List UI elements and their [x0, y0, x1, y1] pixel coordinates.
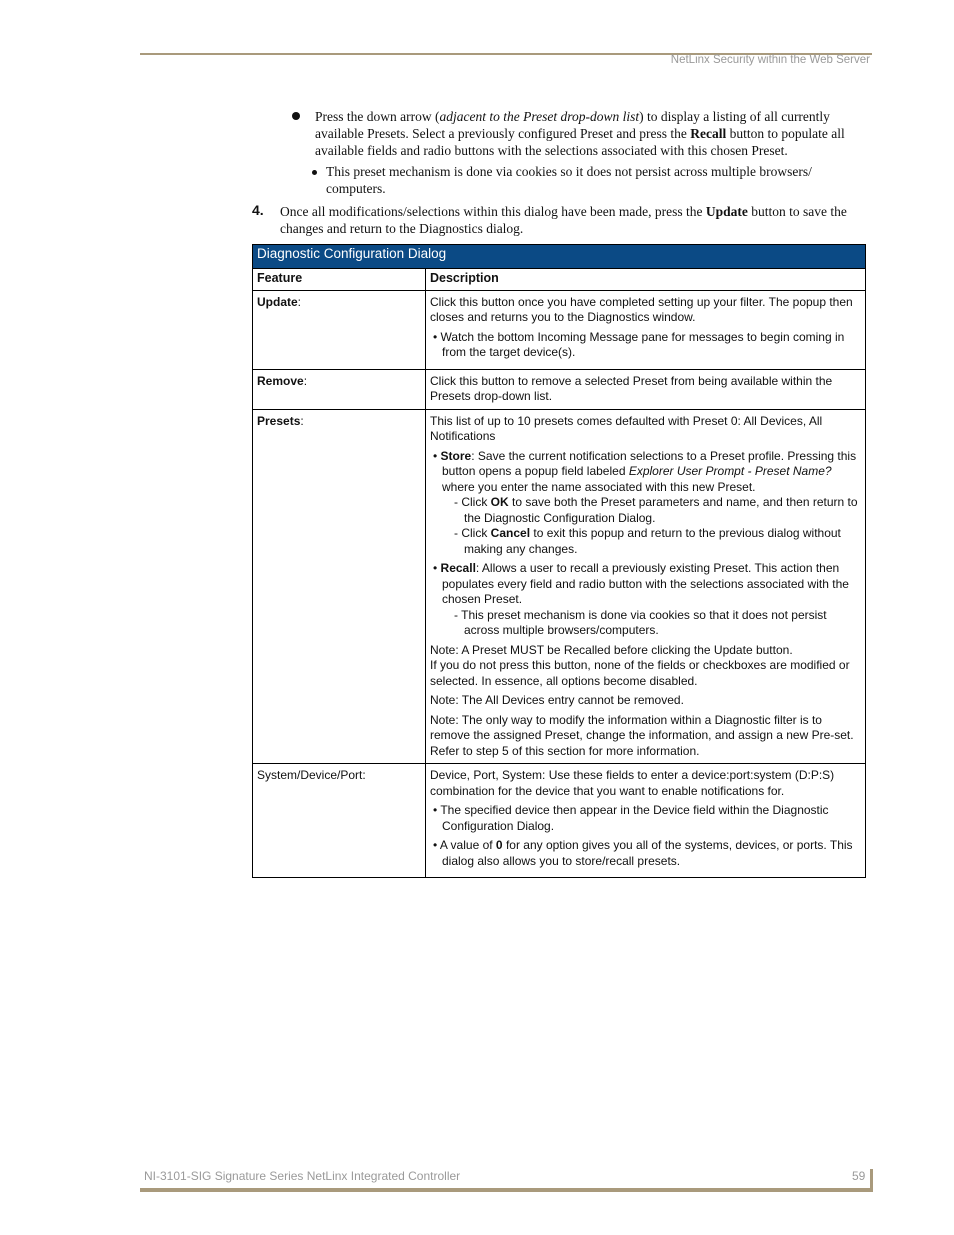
feature-cell: System/Device/Port:: [253, 764, 426, 878]
note-recall: Note: A Preset MUST be Recalled before clicking the Update button. If you do not press this button, none of the fields or checkboxes are modified or selected. In essence, all options become disabled.: [430, 642, 850, 688]
column-header-feature: Feature: [253, 269, 426, 291]
bullet-paragraph: Press the down arrow (adjacent to the Preset drop-down list) to display a listing of all currently available Presets. Select a previously configured Preset and press the Recall button to populate all available fields and radio buttons with the selections associated with this chosen Preset.: [315, 109, 845, 158]
table-row-system-device-port: [253, 764, 866, 878]
table-row-remove: [253, 369, 866, 409]
table-row-presets: [253, 409, 866, 764]
step-number: 4.: [252, 202, 264, 218]
note-modify: Note: The only way to modify the information within a Diagnostic filter is to remove the assigned Preset, change the information, and assign a new Pre-set. Refer to step 5 of this section for more information.: [430, 712, 854, 758]
running-header: NetLinx Security within the Web Server: [670, 54, 870, 66]
description-cell: Click this button to remove a selected Preset from being available within the Presets drop-down list.: [426, 369, 866, 409]
store-bullet: • Store: Save the current notification selections to a Preset profile. Pressing this button opens a popup field labeled Explorer User Prompt - Preset Name? where you enter the name associated with this new Preset. - Click OK to save both the Preset parameters and name, and then return to the Diagnostic Configuration Dialog. - Click Cancel to exit this popup and return to the previous dialog without making any changes.: [433, 448, 858, 556]
page-number: 59: [852, 1169, 866, 1183]
description-cell: This list of up to 10 presets comes defaulted with Preset 0: All Devices, All Notifications • Store: Save the current notification selections to a Preset profile. Pressing this button opens a popup field labeled Explorer User Prompt - Preset Name? where you enter the name associated with this new Preset. - Click OK to save both the Preset parameters and name, and then return to the Diagnostic Configuration Dialog. - Click Cancel to exit this popup and return to the previous dialog without making any changes. • Recall: Allows a user to recall a previously existing Preset. This action then populates every field and radio button with the selections associated with the chosen Preset. - This preset mechanism is done via cookies so that it does not persist across multiple browsers/computers. Note: A Preset MUST be Recalled before clicking the Update button. If you do not press this button, none of the fields or checkboxes are modified or selected. In essence, all options become disabled. Note: The All Devices entry cannot be removed. Note: The only way to modify the information within a Diagnostic filter is to remove the assigned Preset, change the information, and assign a new Pre-set. Refer to step 5 of this section for more information.: [426, 409, 866, 764]
recall-bullet: • Recall: Allows a user to recall a previously existing Preset. This action then populates every field and radio button with the selections associated with the chosen Preset. - This preset mechanism is done via cookies so that it does not persist across multiple browsers/computers.: [433, 561, 849, 637]
table-title: Diagnostic Configuration Dialog: [253, 245, 866, 269]
sub-bullet-dot: [312, 170, 317, 175]
table-row-update: [253, 290, 866, 369]
feature-cell: Update:: [253, 290, 426, 369]
bullet-dot: [292, 112, 300, 120]
column-header-description: Description: [426, 269, 866, 291]
footer-document-title: NI-3101-SIG Signature Series NetLinx Integrated Controller: [144, 1169, 461, 1183]
diagnostic-configuration-table: [252, 244, 866, 878]
note-all-devices: Note: The All Devices entry cannot be removed.: [430, 693, 684, 707]
feature-cell: Remove:: [253, 369, 426, 409]
step-paragraph: Once all modifications/selections within this dialog have been made, press the Update button to save the changes and return to the Diagnostics dialog.: [280, 204, 847, 236]
description-cell: Click this button once you have completed setting up your filter. The popup then closes and returns you to the Diagnostics window. • Watch the bottom Incoming Message pane for messages to begin coming in from the target device(s).: [426, 290, 866, 369]
description-cell: Device, Port, System: Use these fields to enter a device:port:system (D:P:S) combination for the device that you want to enable notifications for. • The specified device then appear in the Device field within the Diagnostic Configuration Dialog. • A value of 0 for any option gives you all of the systems, devices, or ports. This dialog also allows you to store/recall presets.: [426, 764, 866, 878]
footer-rule: [140, 1188, 873, 1192]
sub-bullet-paragraph: This preset mechanism is done via cookies so it does not persist across multiple browsers/ computers.: [326, 164, 812, 196]
feature-cell: Presets:: [253, 409, 426, 764]
